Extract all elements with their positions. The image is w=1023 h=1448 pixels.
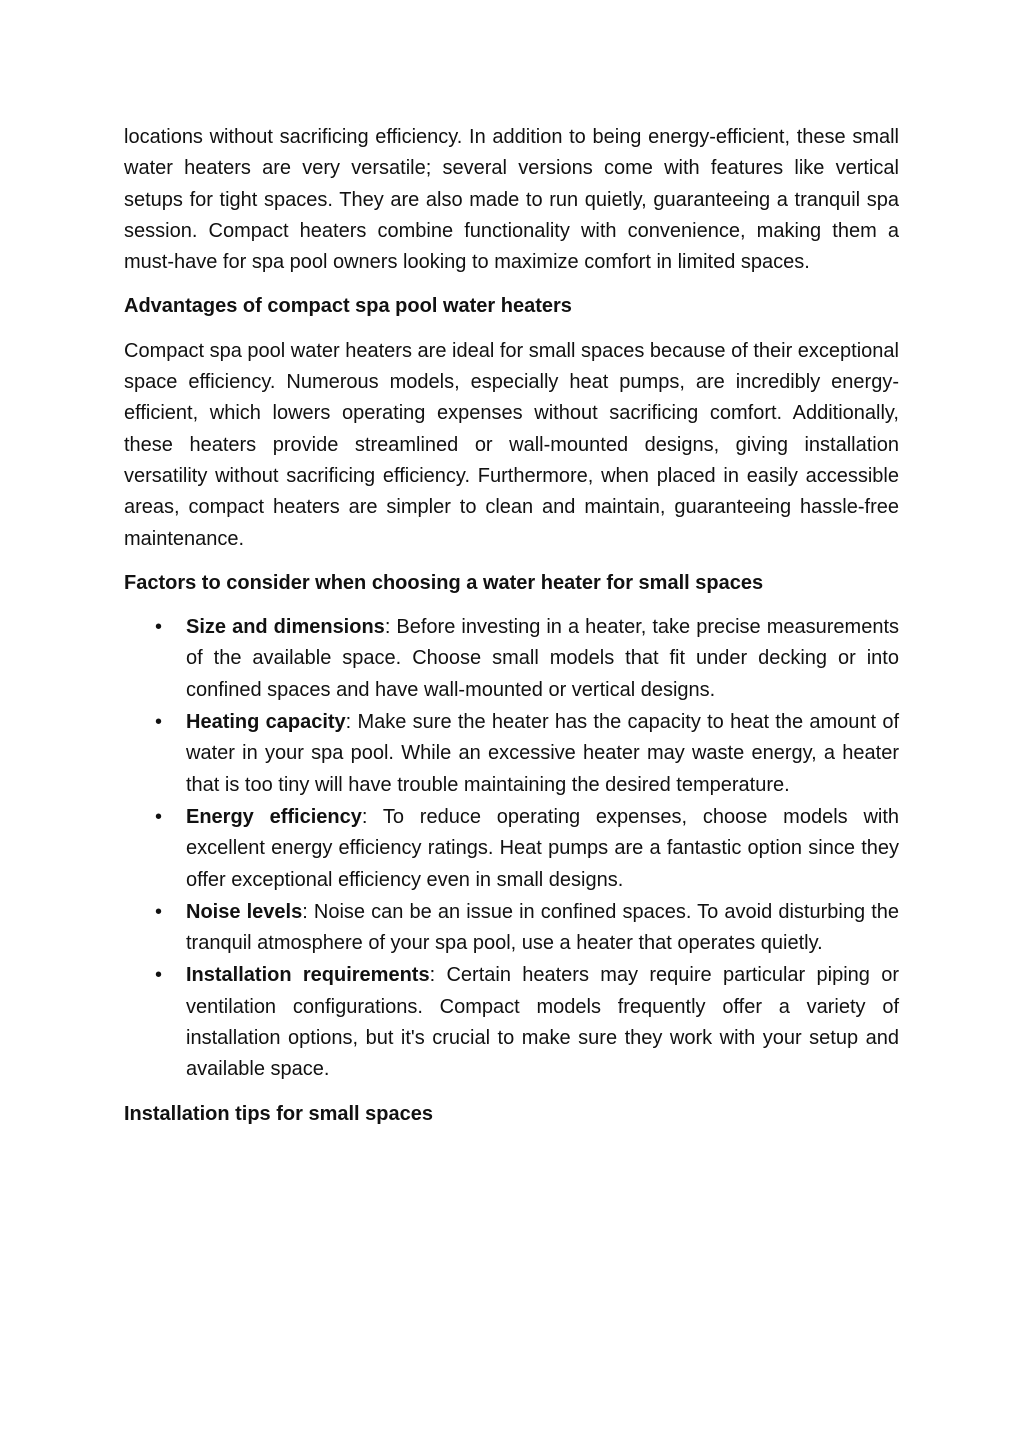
- list-item-text: : Certain heaters may require particular piping or ventilation configurations. Compact models frequently offer a variety of installation options, but it's crucial to make sure they work with your setup and available space.: [186, 964, 899, 1081]
- bullet-icon: •: [155, 711, 163, 734]
- list-item-text: : Make sure the heater has the capacity to heat the amount of water in your spa pool. While an excessive heater may waste energy, a heater that is too tiny will have trouble maintaining the desired temperature.: [186, 711, 900, 796]
- document-page: [124, 122, 899, 1143]
- list-item-term: Heating capacity: [186, 711, 346, 734]
- bullet-icon: •: [155, 616, 163, 639]
- bullet-icon: •: [155, 805, 163, 828]
- advantages-heading: Advantages of compact spa pool water heaters: [124, 295, 572, 318]
- list-item: [155, 612, 899, 706]
- list-item-text: : Noise can be an issue in confined spaces. To avoid disturbing the tranquil atmosphere of your spa pool, use a heater that operates quietly.: [186, 900, 900, 955]
- list-item: [155, 897, 900, 960]
- installation-heading: Installation tips for small spaces: [124, 1102, 433, 1125]
- bullet-icon: •: [155, 900, 163, 923]
- list-item-term: Noise levels: [186, 900, 303, 923]
- list-item-term: Energy efficiency: [186, 805, 362, 828]
- factors-list: [124, 612, 899, 1085]
- bullet-icon: •: [155, 964, 163, 987]
- list-item-text: : Before investing in a heater, take precise measurements of the available space. Choose small models that fit under decking or into confined spaces and have wall-mounted or vertical designs.: [186, 616, 899, 701]
- list-item: [155, 707, 900, 801]
- list-item-text: : To reduce operating expenses, choose models with excellent energy efficiency ratings. Heat pumps are a fantastic option since they offer exceptional efficiency even in small designs.: [186, 805, 900, 891]
- list-item: [155, 802, 900, 896]
- factors-heading: Factors to consider when choosing a water heater for small spaces: [124, 571, 764, 594]
- list-item-term: Installation requirements: [186, 964, 430, 987]
- advantages-paragraph: Compact spa pool water heaters are ideal for small spaces because of their exceptional space efficiency. Numerous models, especially heat pumps, are incredibly energy-efficient, which lowers operating expenses without sacrificing comfort. Additionally, these heaters provide streamlined or wall-mounted designs, giving installation versatility without sacrificing efficiency. Furthermore, when placed in easily accessible areas, compact heaters are simpler to clean and maintain, guaranteeing hassle-free maintenance.: [124, 339, 899, 550]
- intro-paragraph: locations without sacrificing efficiency. In addition to being energy-efficient, these small water heaters are very versatile; several versions come with features like vertical setups for tight spaces. They are also made to run quietly, guaranteeing a tranquil spa session. Compact heaters combine functionality with convenience, making them a must-have for spa pool owners looking to maximize comfort in limited spaces.: [124, 126, 899, 274]
- list-item-term: Size and dimensions: [186, 616, 385, 639]
- list-item: [155, 960, 899, 1085]
